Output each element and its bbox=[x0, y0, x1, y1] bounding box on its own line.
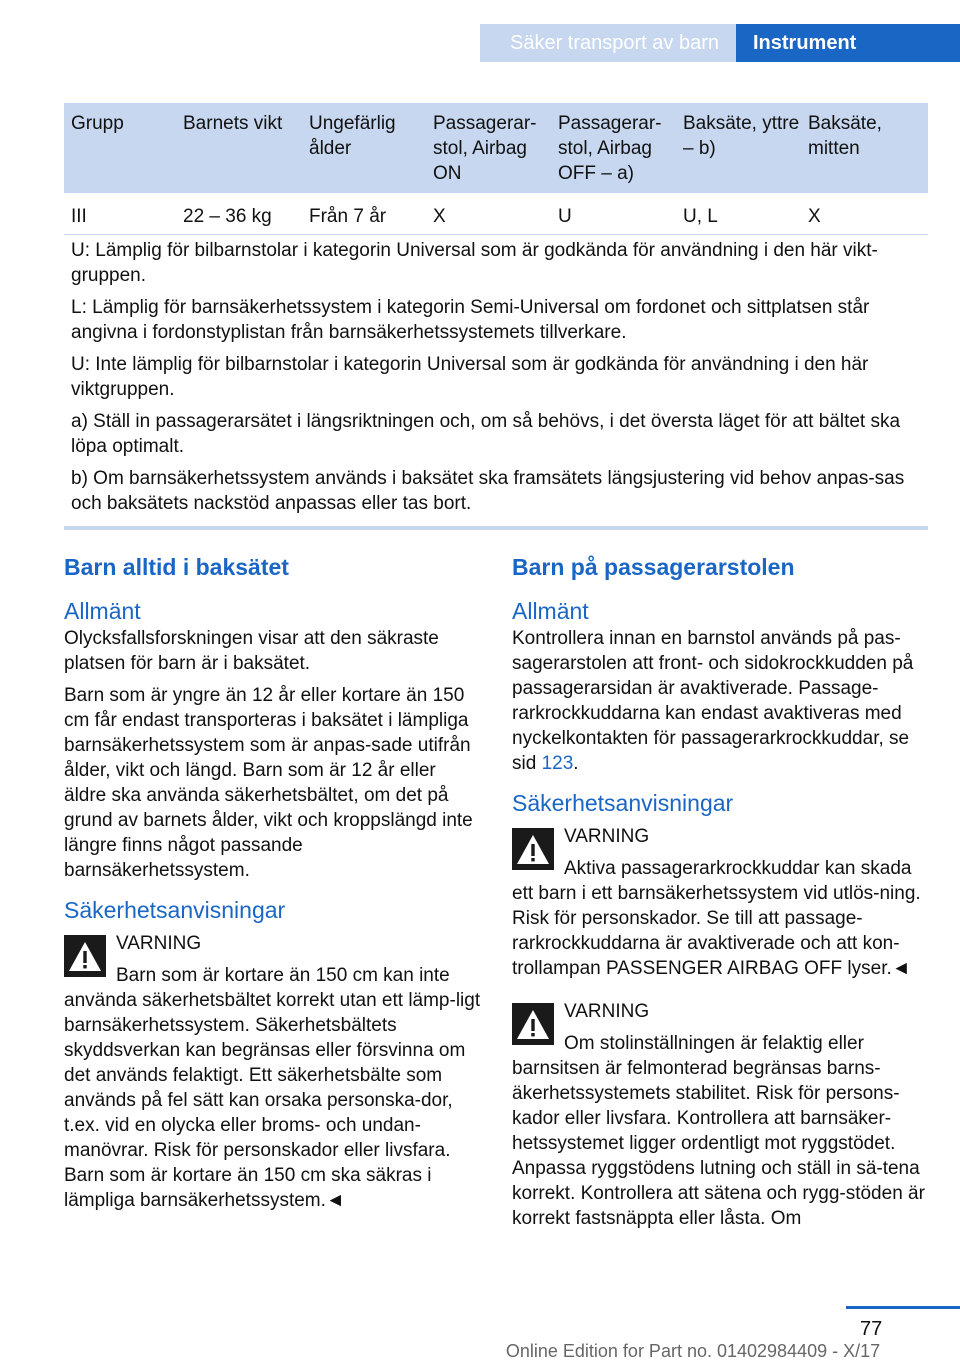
table-note: b) Om barnsäkerhetssystem används i baksätet ska framsätets längsjustering vid behov anpas-sas och baksätets nackstöd anpassas eller tas bort. bbox=[71, 468, 905, 514]
table-header-row bbox=[64, 103, 928, 193]
running-header-section: Säker transport av barn bbox=[480, 24, 736, 62]
warning-triangle-icon bbox=[512, 1003, 554, 1045]
table-note: a) Ställ in passagerarsätet i längsriktningen och, om så behövs, i det översta läget för att bältet ska löpa optimalt. bbox=[71, 411, 901, 457]
page-reference-link[interactable]: 123 bbox=[541, 753, 574, 774]
warning-block bbox=[512, 999, 930, 1231]
warning-text: Barn som är kortare än 150 cm kan inte använda säkerhetsbältet korrekt utan ett lämp-ligt barnsäkerhetssystem. Säkerhetsbältets skyddsverkan kan begränsas eller försvinna om det används felaktigt. Ett säkerhetsbälte som används på fel sätt kan orsaka personska-dor, t.ex. vid en olycka eller broms- och undan-manövrar. Risk för personskador eller livsfara. Barn som är kortare än 150 cm ska säkras i lämpliga barnsäkerhetssystem.◄ bbox=[64, 965, 481, 1211]
page-number: 77 bbox=[860, 1318, 883, 1340]
table-note: L: Lämplig för barnsäkerhetssystem i kategorin Semi-Universal om fordonet och sittplatsen står angivna i fordonstyplistan från barnsäkerhetssystemets tillverkare. bbox=[71, 297, 870, 343]
table-header-cell: Barnets vikt bbox=[183, 113, 283, 134]
table-cell: Från 7 år bbox=[309, 206, 387, 227]
body-text: Kontrollera innan en barnstol används på pas-sagerarstolen att front- och sidokrockkudden på passagerarsidan är avaktiverade. Passage-rarkrockkuddarna kan endast avaktiveras med nyckelkontakten för passagerarkrockkuddar, se sid bbox=[512, 628, 914, 774]
body-paragraph: Olycksfallsforskningen visar att den säkraste platsen för barn är i baksätet. bbox=[64, 628, 439, 674]
footer-rule bbox=[846, 1306, 960, 1309]
subsection-heading: Säkerhetsanvisningar bbox=[512, 790, 734, 816]
table-notes bbox=[64, 238, 928, 523]
subsection-heading: Allmänt bbox=[64, 598, 141, 624]
table-cell: III bbox=[71, 206, 87, 227]
running-header-chapter: Instrument bbox=[736, 24, 960, 62]
table-cell: 22 – 36 kg bbox=[183, 206, 272, 227]
warning-title: VARNING bbox=[564, 1001, 650, 1022]
body-text: . bbox=[573, 753, 579, 774]
table-header-cell: Ungefärlig ålder bbox=[309, 113, 396, 159]
table-header-cell: Baksäte, mitten bbox=[808, 113, 882, 159]
body-paragraph: Barn som är yngre än 12 år eller kortare än 150 cm får endast transporteras i baksätet i lämpliga barnsäkerhetssystem som är anpas-sade utifrån ålder, vikt och längd. Barn som är 12 år eller äldre ska använda säkerhetsbältet, om det på grund av barnets ålder, vikt och kroppslängd inte längre finns något passande barnsäkerhetssystem. bbox=[64, 685, 473, 881]
table-row bbox=[64, 193, 928, 235]
table-cell: U, L bbox=[683, 206, 718, 227]
warning-text: Om stolinställningen är felaktig eller barnsitsen är felmonterad begränsas barns-äkerhetssystemets stabilitet. Risk för persons-kador eller livsfara. Kontrollera att barnsäker-hetssystemet ligger ordentligt mot ryggstödet. Anpassa ryggstödens lutning och ställ in sä-tena korrekt. Kontrollera att sätena och rygg-stöden är korrekt fastsnäppta eller låsta. Om bbox=[512, 1033, 925, 1229]
warning-title: VARNING bbox=[116, 933, 202, 954]
footer-edition-text: Online Edition for Part no. 01402984409 - X/17 bbox=[505, 1341, 881, 1361]
warning-block bbox=[512, 824, 930, 981]
table-header-cell: Grupp bbox=[71, 113, 124, 134]
warning-block bbox=[64, 931, 482, 1213]
child-seat-table bbox=[64, 103, 928, 235]
section-title: Barn alltid i baksätet bbox=[64, 554, 289, 580]
warning-triangle-icon bbox=[512, 828, 554, 870]
warning-text: Aktiva passagerarkrockkuddar kan skada ett barn i ett barnsäkerhetssystem vid utlös-ning. Risk för personskador. Se till att passage-rarkrockkuddarna är avaktiverade och att kon-trollampan PASSENGER AIRBAG OFF lyser.◄ bbox=[512, 858, 921, 979]
warning-triangle-icon bbox=[64, 935, 106, 977]
table-header-cell: Passagerar-stol, Airbag OFF – a) bbox=[558, 113, 662, 184]
table-cell: X bbox=[808, 206, 821, 227]
table-bottom-rule bbox=[64, 526, 928, 530]
section-title: Barn på passagerarstolen bbox=[512, 554, 795, 580]
table-cell: X bbox=[433, 206, 446, 227]
subsection-heading: Allmänt bbox=[512, 598, 589, 624]
left-column bbox=[64, 548, 482, 1213]
table-header-cell: Passagerar-stol, Airbag ON bbox=[433, 113, 537, 184]
right-column bbox=[512, 548, 930, 1231]
table-cell: U bbox=[558, 206, 572, 227]
table-note: U: Inte lämplig för bilbarnstolar i kategorin Universal som är godkända för användning i den här viktgruppen. bbox=[71, 354, 869, 400]
table-header-cell: Baksäte, yttre – b) bbox=[683, 113, 800, 159]
subsection-heading: Säkerhetsanvisningar bbox=[64, 897, 286, 923]
body-paragraph bbox=[512, 626, 930, 776]
table-note: U: Lämplig för bilbarnstolar i kategorin Universal som är godkända för användning i den här vikt-gruppen. bbox=[71, 240, 878, 286]
warning-title: VARNING bbox=[564, 826, 650, 847]
